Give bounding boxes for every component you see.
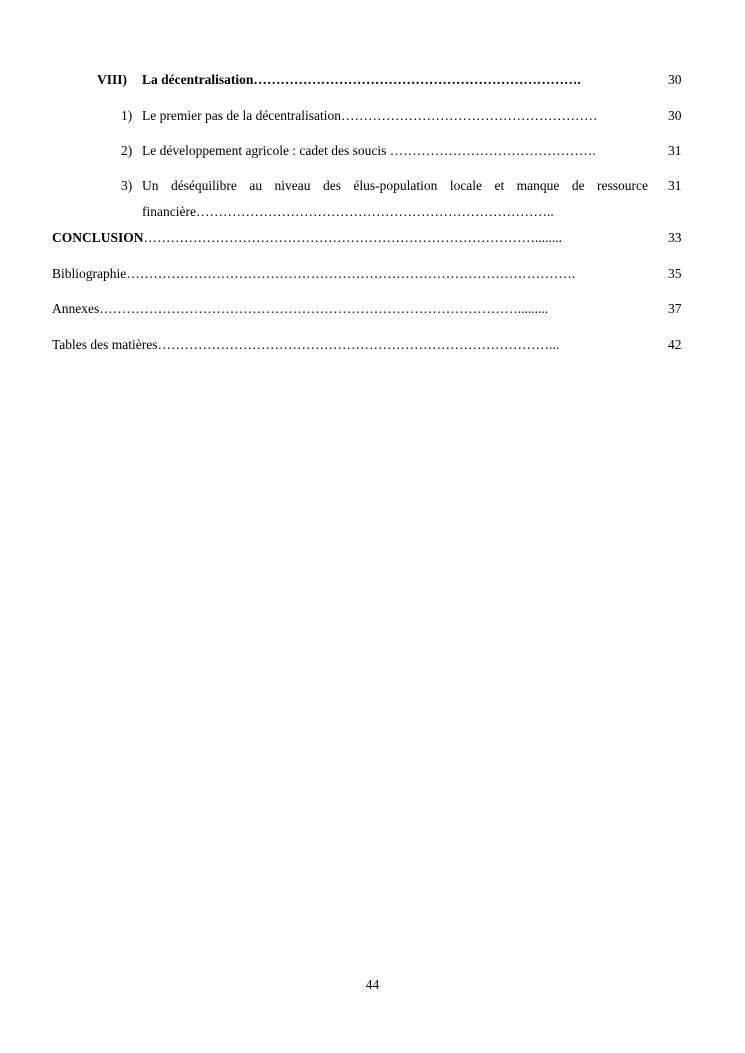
toc-page-number: 31 xyxy=(668,143,682,158)
toc-entry-sub2 xyxy=(0,141,745,161)
toc-title-line2 xyxy=(142,202,647,222)
toc-title xyxy=(52,264,649,284)
toc-entry-sub1 xyxy=(0,106,745,126)
toc-title xyxy=(52,228,647,248)
toc-number: 3) xyxy=(121,178,133,193)
toc-page-number: 30 xyxy=(668,108,682,123)
toc-leader-dots: ………………………………………………………………. xyxy=(253,72,581,87)
toc-page-number: 31 xyxy=(668,178,682,193)
toc-page-number: 30 xyxy=(668,72,682,87)
toc-title-text: Le développement agricole : cadet des soucis xyxy=(142,143,387,158)
toc-leader-dots: ………………………………………………… xyxy=(341,108,598,123)
toc-title-text: financière xyxy=(142,204,196,219)
toc-title-text: Tables des matières xyxy=(52,337,158,352)
toc-leader-dots: ………………………………………………………………………………………. xyxy=(126,266,576,281)
toc-leader-dots: …………………………………………………………………….. xyxy=(195,204,554,219)
toc-number: 1) xyxy=(121,108,133,123)
toc-title-line1: Un déséquilibre au niveau des élus-population locale et manque de ressource xyxy=(142,178,648,193)
toc-title xyxy=(142,141,647,161)
toc-leader-dots: …………………………………………………………………………………......... xyxy=(99,301,549,316)
toc-entry-sub3-continued xyxy=(0,202,745,222)
toc-page-number: 42 xyxy=(668,337,682,352)
toc-number: 2) xyxy=(121,143,133,158)
toc-entry-bibliographie xyxy=(0,264,745,284)
toc-entry-sub3 xyxy=(0,176,745,196)
toc-title xyxy=(52,335,648,355)
toc-title xyxy=(52,299,647,319)
toc-title-text: Bibliographie xyxy=(52,266,127,281)
page-number: 44 xyxy=(365,977,380,992)
toc-title-text: Annexes xyxy=(52,301,100,316)
toc-leader-dots: ……………………………………………………………………………........ xyxy=(143,230,563,245)
toc-title-text: Le premier pas de la décentralisation xyxy=(142,108,342,123)
toc-page-number: 33 xyxy=(668,230,682,245)
toc-title xyxy=(142,106,647,126)
toc-title-text: CONCLUSION xyxy=(52,230,144,245)
toc-entry-viii xyxy=(0,70,745,90)
toc-entry-conclusion xyxy=(0,228,745,248)
toc-page-number: 35 xyxy=(668,266,682,281)
toc-title xyxy=(142,70,647,90)
toc-number: VIII) xyxy=(97,72,128,87)
toc-page-number: 37 xyxy=(668,301,682,316)
toc-title-text: La décentralisation xyxy=(142,72,254,87)
toc-leader-dots: ……………………………………………………………………………... xyxy=(157,337,560,352)
toc-entry-annexes xyxy=(0,299,745,319)
toc-entry-tables xyxy=(0,335,745,355)
toc-leader-dots: ………………………………………. xyxy=(386,143,596,158)
